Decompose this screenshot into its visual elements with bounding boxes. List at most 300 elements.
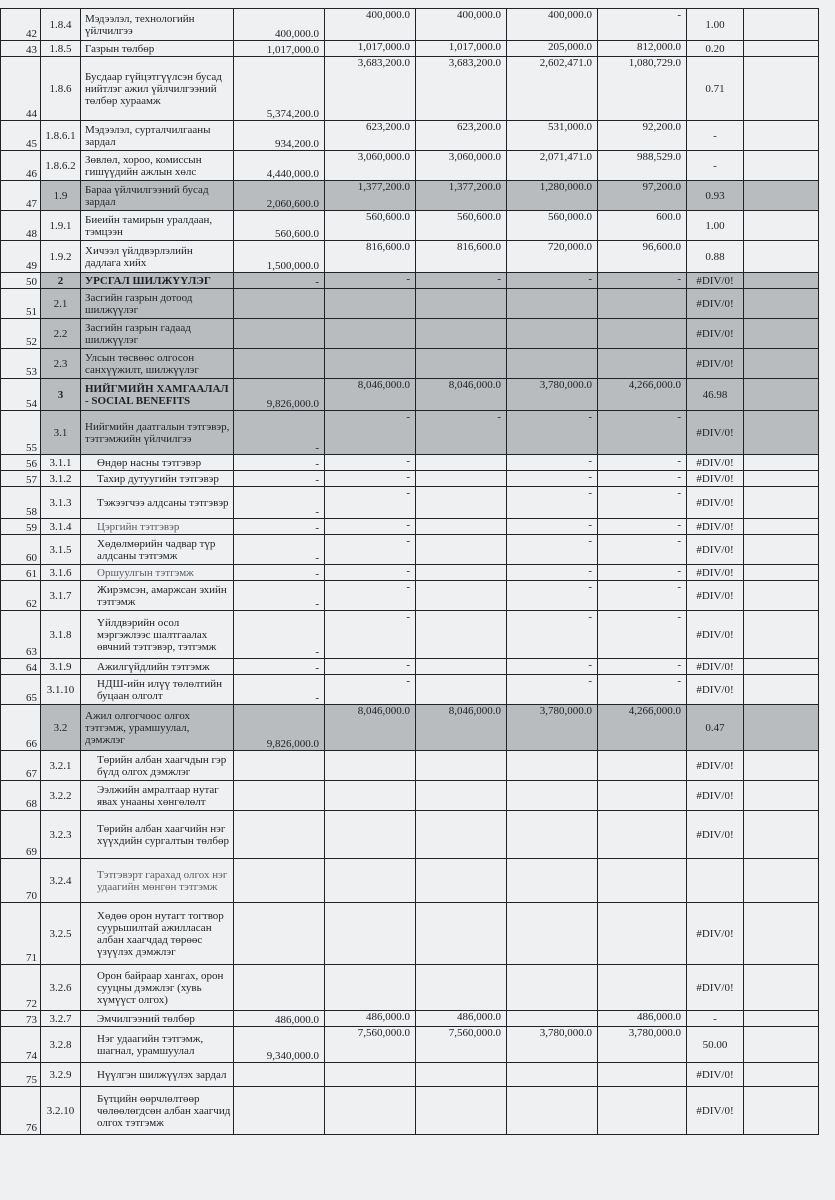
- approved-budget-cell: [234, 751, 325, 781]
- difference-cell: -: [598, 471, 687, 487]
- name-cell: Жирэмсэн, амаржсан эхийн тэтгэмж: [81, 581, 234, 611]
- performance-cell: -: [507, 455, 598, 471]
- performance-cell: -: [507, 565, 598, 581]
- revised-budget-cell: -: [325, 581, 416, 611]
- difference-cell: 92,200.0: [598, 121, 687, 151]
- name-cell: Ээлжийн амралтаар нутаг явах унааны хөнгөлөлт: [81, 781, 234, 811]
- table-row: [1, 471, 819, 487]
- approved-budget-cell: 486,000.0: [234, 1011, 325, 1027]
- table-row: [1, 859, 819, 903]
- approved-budget-cell: -: [234, 581, 325, 611]
- difference-cell: -: [598, 675, 687, 705]
- plan-cell: [416, 455, 507, 471]
- plan-cell: -: [416, 273, 507, 289]
- extra-cell: [744, 565, 819, 581]
- name-cell: Төрийн албан хаагчдын гэр бүлд олгох дэмжлэг: [81, 751, 234, 781]
- approved-budget-cell: -: [234, 519, 325, 535]
- code-cell: 3.2.3: [41, 811, 81, 859]
- performance-cell: [507, 1087, 598, 1135]
- code-cell: 3.1.3: [41, 487, 81, 519]
- extra-cell: [744, 751, 819, 781]
- table-row: [1, 675, 819, 705]
- approved-budget-cell: 560,600.0: [234, 211, 325, 241]
- revised-budget-cell: 8,046,000.0: [325, 379, 416, 411]
- plan-cell: [416, 659, 507, 675]
- row-number-cell: 54: [1, 379, 41, 411]
- ratio-cell: #DIV/0!: [687, 675, 744, 705]
- code-cell: 3.2.6: [41, 965, 81, 1011]
- code-cell: 3.1.1: [41, 455, 81, 471]
- name-cell: Нүүлгэн шилжүүлэх зардал: [81, 1063, 234, 1087]
- extra-cell: [744, 581, 819, 611]
- code-cell: 3.2.4: [41, 859, 81, 903]
- ratio-cell: #DIV/0!: [687, 319, 744, 349]
- ratio-cell: [687, 859, 744, 903]
- table-row: [1, 565, 819, 581]
- plan-cell: 816,600.0: [416, 241, 507, 273]
- approved-budget-cell: 4,440,000.0: [234, 151, 325, 181]
- performance-cell: 1,280,000.0: [507, 181, 598, 211]
- code-cell: 1.8.4: [41, 9, 81, 41]
- difference-cell: [598, 781, 687, 811]
- approved-budget-cell: -: [234, 659, 325, 675]
- revised-budget-cell: 8,046,000.0: [325, 705, 416, 751]
- difference-cell: [598, 349, 687, 379]
- row-number-cell: 74: [1, 1027, 41, 1063]
- revised-budget-cell: 1,377,200.0: [325, 181, 416, 211]
- approved-budget-cell: -: [234, 471, 325, 487]
- ratio-cell: #DIV/0!: [687, 1087, 744, 1135]
- approved-budget-cell: -: [234, 611, 325, 659]
- approved-budget-cell: [234, 903, 325, 965]
- ratio-cell: #DIV/0!: [687, 965, 744, 1011]
- performance-cell: [507, 1063, 598, 1087]
- performance-cell: -: [507, 471, 598, 487]
- table-row: [1, 1087, 819, 1135]
- name-cell: Бусдаар гүйцэтгүүлсэн бусад нийтлэг ажил үйлчилгээний төлбөр хураамж: [81, 57, 234, 121]
- plan-cell: [416, 859, 507, 903]
- name-cell: Бүтцийн өөрчлөлтөөр чөлөөлөгдсөн албан хаагчид олгох тэтгэмж: [81, 1087, 234, 1135]
- difference-cell: [598, 289, 687, 319]
- performance-cell: [507, 903, 598, 965]
- revised-budget-cell: 623,200.0: [325, 121, 416, 151]
- table-row: [1, 903, 819, 965]
- table-row: [1, 379, 819, 411]
- difference-cell: 812,000.0: [598, 41, 687, 57]
- name-cell: НИЙГМИЙН ХАМГААЛАЛ - SOCIAL BENEFITS: [81, 379, 234, 411]
- revised-budget-cell: [325, 781, 416, 811]
- table-row: [1, 581, 819, 611]
- performance-cell: [507, 751, 598, 781]
- ratio-cell: 0.71: [687, 57, 744, 121]
- name-cell: УРСГАЛ ШИЛЖҮҮЛЭГ: [81, 273, 234, 289]
- ratio-cell: 1.00: [687, 9, 744, 41]
- revised-budget-cell: [325, 1087, 416, 1135]
- approved-budget-cell: -: [234, 411, 325, 455]
- table-row: [1, 659, 819, 675]
- code-cell: 3: [41, 379, 81, 411]
- table-row: [1, 455, 819, 471]
- name-cell: Засгийн газрын гадаад шилжүүлэг: [81, 319, 234, 349]
- revised-budget-cell: -: [325, 675, 416, 705]
- ratio-cell: #DIV/0!: [687, 659, 744, 675]
- row-number-cell: 46: [1, 151, 41, 181]
- performance-cell: 3,780,000.0: [507, 705, 598, 751]
- name-cell: Мэдээлэл, сурталчилгааны зардал: [81, 121, 234, 151]
- difference-cell: [598, 811, 687, 859]
- approved-budget-cell: -: [234, 273, 325, 289]
- row-number-cell: 53: [1, 349, 41, 379]
- table-row: [1, 151, 819, 181]
- ratio-cell: #DIV/0!: [687, 487, 744, 519]
- row-number-cell: 49: [1, 241, 41, 273]
- plan-cell: [416, 811, 507, 859]
- ratio-cell: #DIV/0!: [687, 903, 744, 965]
- revised-budget-cell: 1,017,000.0: [325, 41, 416, 57]
- row-number-cell: 48: [1, 211, 41, 241]
- performance-cell: 2,071,471.0: [507, 151, 598, 181]
- performance-cell: [507, 1011, 598, 1027]
- table-row: [1, 965, 819, 1011]
- performance-cell: -: [507, 273, 598, 289]
- extra-cell: [744, 1027, 819, 1063]
- plan-cell: -: [416, 411, 507, 455]
- approved-budget-cell: 934,200.0: [234, 121, 325, 151]
- approved-budget-cell: [234, 811, 325, 859]
- revised-budget-cell: 560,600.0: [325, 211, 416, 241]
- row-number-cell: 45: [1, 121, 41, 151]
- extra-cell: [744, 535, 819, 565]
- plan-cell: 3,683,200.0: [416, 57, 507, 121]
- row-number-cell: 64: [1, 659, 41, 675]
- code-cell: 1.8.6.1: [41, 121, 81, 151]
- row-number-cell: 71: [1, 903, 41, 965]
- difference-cell: [598, 751, 687, 781]
- name-cell: Нэг удаагийн тэтгэмж, шагнал, урамшуулал: [81, 1027, 234, 1063]
- extra-cell: [744, 471, 819, 487]
- extra-cell: [744, 659, 819, 675]
- approved-budget-cell: -: [234, 535, 325, 565]
- difference-cell: 96,600.0: [598, 241, 687, 273]
- approved-budget-cell: 1,017,000.0: [234, 41, 325, 57]
- code-cell: 1.9.2: [41, 241, 81, 273]
- ratio-cell: 0.20: [687, 41, 744, 57]
- performance-cell: -: [507, 487, 598, 519]
- extra-cell: [744, 349, 819, 379]
- difference-cell: 600.0: [598, 211, 687, 241]
- approved-budget-cell: 1,500,000.0: [234, 241, 325, 273]
- row-number-cell: 60: [1, 535, 41, 565]
- row-number-cell: 63: [1, 611, 41, 659]
- revised-budget-cell: -: [325, 519, 416, 535]
- code-cell: 1.8.6.2: [41, 151, 81, 181]
- ratio-cell: -: [687, 1011, 744, 1027]
- ratio-cell: #DIV/0!: [687, 273, 744, 289]
- extra-cell: [744, 781, 819, 811]
- extra-cell: [744, 9, 819, 41]
- ratio-cell: #DIV/0!: [687, 611, 744, 659]
- approved-budget-cell: 9,826,000.0: [234, 379, 325, 411]
- row-number-cell: 67: [1, 751, 41, 781]
- name-cell: Улсын төсвөөс олгосон санхүүжилт, шилжүүлэг: [81, 349, 234, 379]
- table-row: [1, 41, 819, 57]
- extra-cell: [744, 181, 819, 211]
- code-cell: 3.1: [41, 411, 81, 455]
- revised-budget-cell: [325, 1063, 416, 1087]
- code-cell: 3.1.2: [41, 471, 81, 487]
- performance-cell: 720,000.0: [507, 241, 598, 273]
- name-cell: Нийгмийн даатгалын тэтгэвэр, тэтгэмжийн үйлчилгээ: [81, 411, 234, 455]
- budget-table: [0, 8, 819, 1135]
- table-row: [1, 289, 819, 319]
- extra-cell: [744, 1087, 819, 1135]
- name-cell: Өндөр насны тэтгэвэр: [81, 455, 234, 471]
- difference-cell: 4,266,000.0: [598, 705, 687, 751]
- extra-cell: [744, 151, 819, 181]
- plan-cell: [416, 611, 507, 659]
- plan-cell: [416, 675, 507, 705]
- table-row: [1, 411, 819, 455]
- plan-cell: 400,000.0: [416, 9, 507, 41]
- revised-budget-cell: [325, 289, 416, 319]
- revised-budget-cell: -: [325, 487, 416, 519]
- revised-budget-cell: [325, 903, 416, 965]
- row-number-cell: 59: [1, 519, 41, 535]
- plan-cell: [416, 349, 507, 379]
- code-cell: 3.1.10: [41, 675, 81, 705]
- code-cell: 2.3: [41, 349, 81, 379]
- approved-budget-cell: [234, 859, 325, 903]
- revised-budget-cell: 3,060,000.0: [325, 151, 416, 181]
- ratio-cell: #DIV/0!: [687, 581, 744, 611]
- difference-cell: -: [598, 659, 687, 675]
- table-row: [1, 535, 819, 565]
- table-row: [1, 181, 819, 211]
- code-cell: 3.2.9: [41, 1063, 81, 1087]
- table-row: [1, 811, 819, 859]
- plan-cell: 486,000.0: [416, 1011, 507, 1027]
- performance-cell: -: [507, 535, 598, 565]
- budget-table-sheet: [0, 8, 835, 1135]
- plan-cell: [416, 965, 507, 1011]
- plan-cell: 623,200.0: [416, 121, 507, 151]
- ratio-cell: #DIV/0!: [687, 1063, 744, 1087]
- ratio-cell: #DIV/0!: [687, 411, 744, 455]
- name-cell: Эмчилгээний төлбөр: [81, 1011, 234, 1027]
- name-cell: Биеийн тамирын уралдаан, тэмцээн: [81, 211, 234, 241]
- plan-cell: 1,377,200.0: [416, 181, 507, 211]
- plan-cell: [416, 581, 507, 611]
- difference-cell: -: [598, 411, 687, 455]
- name-cell: Газрын төлбөр: [81, 41, 234, 57]
- performance-cell: 531,000.0: [507, 121, 598, 151]
- difference-cell: [598, 965, 687, 1011]
- ratio-cell: #DIV/0!: [687, 811, 744, 859]
- approved-budget-cell: -: [234, 675, 325, 705]
- name-cell: Орон байраар хангах, орон сууцны дэмжлэг (хувь хүмүүст олгох): [81, 965, 234, 1011]
- row-number-cell: 72: [1, 965, 41, 1011]
- table-row: [1, 1063, 819, 1087]
- row-number-cell: 69: [1, 811, 41, 859]
- extra-cell: [744, 121, 819, 151]
- plan-cell: 8,046,000.0: [416, 379, 507, 411]
- performance-cell: 400,000.0: [507, 9, 598, 41]
- plan-cell: 7,560,000.0: [416, 1027, 507, 1063]
- performance-cell: -: [507, 611, 598, 659]
- approved-budget-cell: -: [234, 565, 325, 581]
- difference-cell: 486,000.0: [598, 1011, 687, 1027]
- extra-cell: [744, 811, 819, 859]
- difference-cell: [598, 1087, 687, 1135]
- performance-cell: [507, 859, 598, 903]
- name-cell: Хичээл үйлдвэрлэлийн дадлага хийх: [81, 241, 234, 273]
- revised-budget-cell: [325, 811, 416, 859]
- extra-cell: [744, 611, 819, 659]
- difference-cell: -: [598, 455, 687, 471]
- name-cell: Хөдөө орон нутагт тогтвор суурьшилтай ажилласан албан хаагчдад төрөөс үзүүлэх дэмжлэг: [81, 903, 234, 965]
- code-cell: 3.2.10: [41, 1087, 81, 1135]
- revised-budget-cell: [325, 751, 416, 781]
- row-number-cell: 61: [1, 565, 41, 581]
- approved-budget-cell: [234, 1063, 325, 1087]
- name-cell: Засгийн газрын дотоод шилжүүлэг: [81, 289, 234, 319]
- performance-cell: [507, 811, 598, 859]
- table-row: [1, 611, 819, 659]
- extra-cell: [744, 241, 819, 273]
- difference-cell: [598, 859, 687, 903]
- ratio-cell: 0.93: [687, 181, 744, 211]
- name-cell: Тахир дутуугийн тэтгэвэр: [81, 471, 234, 487]
- name-cell: Бараа үйлчилгээний бусад зардал: [81, 181, 234, 211]
- row-number-cell: 68: [1, 781, 41, 811]
- row-number-cell: 75: [1, 1063, 41, 1087]
- plan-cell: [416, 519, 507, 535]
- extra-cell: [744, 273, 819, 289]
- extra-cell: [744, 411, 819, 455]
- plan-cell: [416, 319, 507, 349]
- difference-cell: [598, 1063, 687, 1087]
- row-number-cell: 52: [1, 319, 41, 349]
- performance-cell: 3,780,000.0: [507, 379, 598, 411]
- name-cell: Зөвлөл, хороо, комиссын гишүүдийн ажлын хөлс: [81, 151, 234, 181]
- performance-cell: -: [507, 411, 598, 455]
- approved-budget-cell: [234, 349, 325, 379]
- difference-cell: [598, 319, 687, 349]
- difference-cell: 988,529.0: [598, 151, 687, 181]
- ratio-cell: #DIV/0!: [687, 289, 744, 319]
- table-row: [1, 781, 819, 811]
- name-cell: Үйлдвэрийн осол мэргэжлээс шалтгаалах өвчний тэтгэвэр, тэтгэмж: [81, 611, 234, 659]
- difference-cell: -: [598, 581, 687, 611]
- code-cell: 1.8.6: [41, 57, 81, 121]
- revised-budget-cell: 3,683,200.0: [325, 57, 416, 121]
- approved-budget-cell: -: [234, 455, 325, 471]
- ratio-cell: #DIV/0!: [687, 349, 744, 379]
- difference-cell: -: [598, 273, 687, 289]
- ratio-cell: #DIV/0!: [687, 535, 744, 565]
- performance-cell: 560,000.0: [507, 211, 598, 241]
- plan-cell: 8,046,000.0: [416, 705, 507, 751]
- row-number-cell: 62: [1, 581, 41, 611]
- extra-cell: [744, 675, 819, 705]
- plan-cell: [416, 1063, 507, 1087]
- plan-cell: 3,060,000.0: [416, 151, 507, 181]
- performance-cell: 2,602,471.0: [507, 57, 598, 121]
- plan-cell: [416, 751, 507, 781]
- table-row: [1, 241, 819, 273]
- table-row: [1, 705, 819, 751]
- extra-cell: [744, 903, 819, 965]
- ratio-cell: #DIV/0!: [687, 781, 744, 811]
- performance-cell: [507, 319, 598, 349]
- revised-budget-cell: -: [325, 471, 416, 487]
- name-cell: Ажилгүйдлийн тэтгэмж: [81, 659, 234, 675]
- table-row: [1, 9, 819, 41]
- revised-budget-cell: 400,000.0: [325, 9, 416, 41]
- ratio-cell: #DIV/0!: [687, 471, 744, 487]
- row-number-cell: 44: [1, 57, 41, 121]
- plan-cell: [416, 535, 507, 565]
- revised-budget-cell: [325, 349, 416, 379]
- ratio-cell: -: [687, 151, 744, 181]
- table-row: [1, 1027, 819, 1063]
- row-number-cell: 65: [1, 675, 41, 705]
- revised-budget-cell: -: [325, 565, 416, 581]
- difference-cell: -: [598, 535, 687, 565]
- row-number-cell: 57: [1, 471, 41, 487]
- code-cell: 3.2.2: [41, 781, 81, 811]
- difference-cell: -: [598, 611, 687, 659]
- difference-cell: 3,780,000.0: [598, 1027, 687, 1063]
- extra-cell: [744, 965, 819, 1011]
- row-number-cell: 50: [1, 273, 41, 289]
- row-number-cell: 47: [1, 181, 41, 211]
- performance-cell: -: [507, 581, 598, 611]
- approved-budget-cell: [234, 319, 325, 349]
- ratio-cell: 1.00: [687, 211, 744, 241]
- extra-cell: [744, 319, 819, 349]
- extra-cell: [744, 1063, 819, 1087]
- code-cell: 2: [41, 273, 81, 289]
- table-row: [1, 211, 819, 241]
- ratio-cell: #DIV/0!: [687, 751, 744, 781]
- performance-cell: [507, 781, 598, 811]
- row-number-cell: 55: [1, 411, 41, 455]
- difference-cell: 1,080,729.0: [598, 57, 687, 121]
- revised-budget-cell: -: [325, 411, 416, 455]
- approved-budget-cell: 2,060,600.0: [234, 181, 325, 211]
- name-cell: Цэргийн тэтгэвэр: [81, 519, 234, 535]
- performance-cell: [507, 965, 598, 1011]
- performance-cell: -: [507, 659, 598, 675]
- name-cell: Мэдээлэл, технологийн үйлчилгээ: [81, 9, 234, 41]
- name-cell: Тэжээгчээ алдсаны тэтгэвэр: [81, 487, 234, 519]
- code-cell: 1.9: [41, 181, 81, 211]
- performance-cell: 205,000.0: [507, 41, 598, 57]
- extra-cell: [744, 705, 819, 751]
- performance-cell: -: [507, 675, 598, 705]
- table-row: [1, 519, 819, 535]
- ratio-cell: -: [687, 121, 744, 151]
- revised-budget-cell: -: [325, 273, 416, 289]
- approved-budget-cell: 5,374,200.0: [234, 57, 325, 121]
- extra-cell: [744, 41, 819, 57]
- row-number-cell: 76: [1, 1087, 41, 1135]
- revised-budget-cell: 486,000.0: [325, 1011, 416, 1027]
- performance-cell: [507, 349, 598, 379]
- plan-cell: [416, 1087, 507, 1135]
- name-cell: Тэтгэвэрт гарахад олгох нэг удаагийн мөнгөн тэтгэмж: [81, 859, 234, 903]
